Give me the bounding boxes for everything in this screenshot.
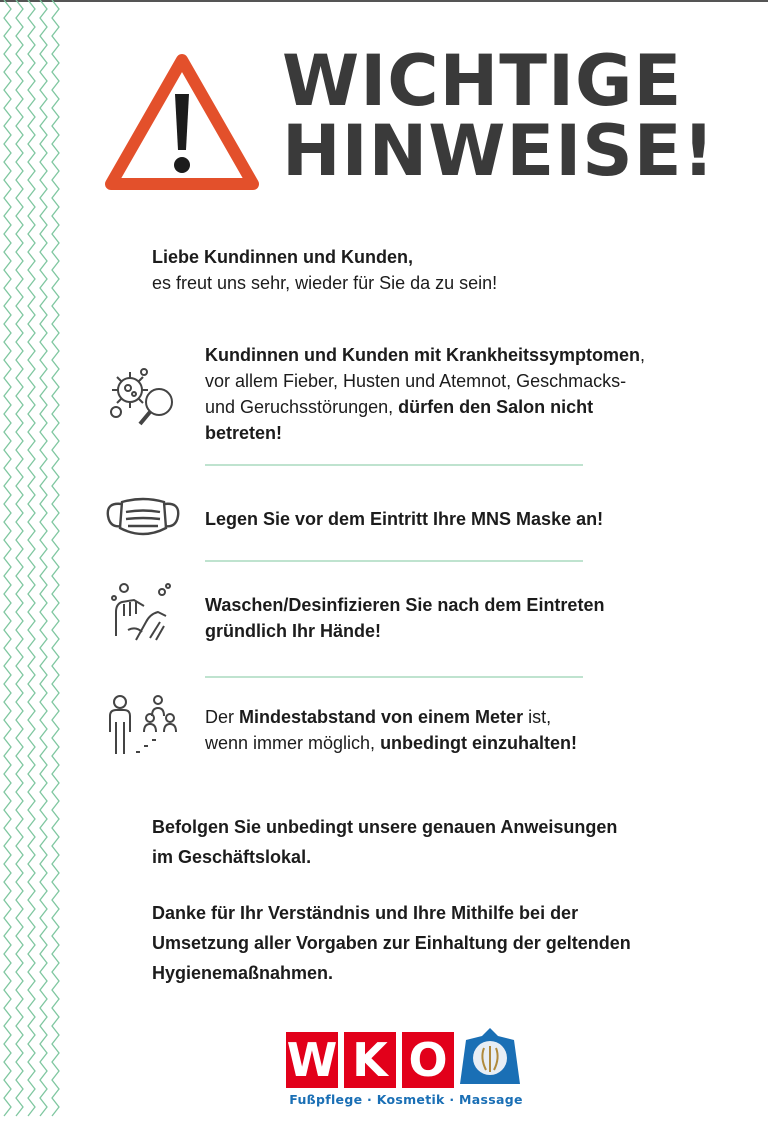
thanks-line-2: Umsetzung aller Vorgaben zur Einhaltung der geltenden [152, 933, 631, 953]
notice-mask [205, 506, 603, 532]
instructions-paragraph [152, 812, 617, 872]
virus-magnifier-icon [104, 364, 184, 428]
title-line-1: WICHTIGE [282, 40, 683, 122]
symptoms-bold: Kundinnen und Kunden mit Krankheitssymptomen [205, 345, 641, 365]
separator-3 [205, 676, 583, 678]
separator-1 [205, 464, 583, 466]
zigzag-line [28, 0, 35, 1116]
instructions-line-1: Befolgen Sie unbedingt unsere genauen Anweisungen [152, 817, 618, 837]
greeting-salutation: Liebe Kundinnen und Kunden, [152, 247, 413, 267]
wko-logo [286, 1032, 526, 1112]
instructions-line-2: im Geschäftslokal. [152, 847, 312, 867]
greeting [152, 244, 497, 296]
title-line-2: HINWEISE! [282, 110, 716, 192]
notice-distance [205, 704, 577, 756]
hands-line-1: Waschen/Desinfizieren Sie nach dem Eintreten [205, 595, 605, 615]
greeting-text: es freut uns sehr, wieder für Sie da zu sein! [152, 273, 498, 293]
separator-2 [205, 560, 583, 562]
symptoms-bold-3: betreten! [205, 423, 283, 443]
logo-emblem-icon [458, 1026, 522, 1088]
distance-bold: Mindestabstand von einem Meter [239, 707, 524, 727]
logo-letter-o: O [402, 1032, 454, 1088]
thanks-paragraph [152, 898, 631, 988]
warning-triangle-icon [103, 52, 261, 192]
notice-hands [205, 592, 604, 644]
zigzag-line [52, 0, 59, 1116]
hands-line-2: gründlich Ihr Hände! [205, 621, 382, 641]
thanks-line-1: Danke für Ihr Verständnis und Ihre Mithilfe bei der [152, 903, 579, 923]
logo-subtitle: Fußpflege · Kosmetik · Massage [289, 1092, 523, 1107]
distance-bold-2: unbedingt einzuhalten! [380, 733, 578, 753]
distance-line-2: wenn immer möglich, [205, 733, 381, 753]
distance-prefix: Der [205, 707, 240, 727]
page-title [282, 40, 716, 192]
hand-washing-icon [106, 582, 178, 644]
logo-letter-k: K [344, 1032, 396, 1088]
distance-suffix: ist, [523, 707, 552, 727]
symptoms-bold-2: dürfen den Salon nicht [398, 397, 594, 417]
symptoms-line-2: vor allem Fieber, Husten und Atemnot, Geschmacks- [205, 371, 627, 391]
zigzag-line [40, 0, 47, 1116]
face-mask-icon [104, 492, 182, 542]
symptoms-comma: , [640, 345, 646, 365]
mask-text: Legen Sie vor dem Eintritt Ihre MNS Maske an! [205, 509, 604, 529]
zigzag-line [16, 0, 23, 1116]
top-border [0, 0, 768, 2]
zigzag-line [4, 0, 11, 1116]
thanks-line-3: Hygienemaßnahmen. [152, 963, 334, 983]
symptoms-line-3: und Geruchsstörungen, [205, 397, 399, 417]
logo-letter-w: W [286, 1033, 338, 1087]
social-distance-icon [106, 692, 182, 758]
zigzag-border-pattern [0, 0, 80, 1121]
notice-symptoms [205, 342, 645, 446]
